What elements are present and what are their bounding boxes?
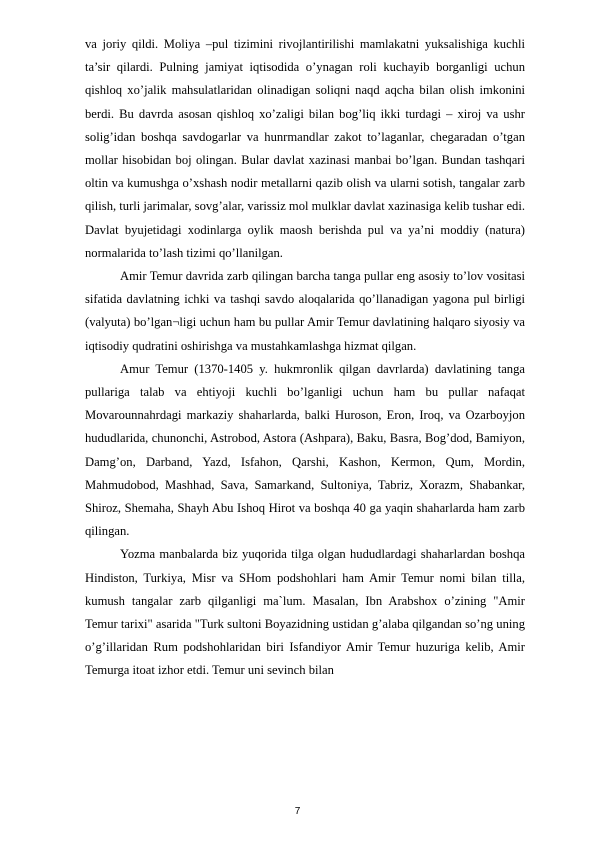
paragraph-1: va joriy qildi. Moliya –pul tizimini rivojlantirilishi mamlakatni yuksalishiga kuchli ta’sir qilardi. Pulning jamiyat iqtisodida o’ynagan roli kuchayib borganligi uchun qishloq xo’jalik mahsulatlaridan olinadigan soliqni naqd aqcha bilan olish imkonini berdi. Bu davrda asosan qishloq xo’zaligi bilan bog’liq ikki turdagi – xiroj va ushr solig’idan boshqa savdogarlar va hunrmandlar zakot to’laganlar, chegaradan o’tgan mollar hisobidan boj olingan. Bular davlat xazinasi manbai bo’lgan. Bundan tashqari oltin va kumushga o’xshash nodir metallarni qazib olish va ularni sotish, tangalar zarb qilish, turli jarimalar, sovg’alar, varissiz mol mulklar davlat xazinasiga kelib tushar edi. Davlat byujetidagi xodinlarga oylik maosh berishda pul va ya’ni moddiy (natura) normalarida to’lash tizimi qo’llanilgan. xyxy=(85,37,525,260)
paragraph-4: Yozma manbalarda biz yuqorida tilga olgan hududlardagi shaharlardan boshqa Hindiston, Turkiya, Misr va SHom podshohlari ham Amir Temur nomi bilan tilla, kumush tangalar zarb qilganligi ma`lum. Masalan, Ibn Arabshox o’zining "Amir Temur tarixi" asarida "Turk sultoni Boyazidning ustidan g’alaba qilgandan so’ng uning o’g’illaridan Rum podshohlaridan biri Isfandiyor Amir Temur huzuriga kelib, Amir Temurga itoat izhor etdi. Temur uni sevinch bilan xyxy=(85,547,525,678)
page-number: 7 xyxy=(294,806,301,817)
paragraph-3: Amur Temur (1370-1405 y. hukmronlik qilgan davrlarda) davlatining tanga pullariga talab va ehtiyoji kuchli bo’lganligi uchun ham bu pullar nafaqat Movarounnahrdagi markaziy shaharlarda, balki Huroson, Eron, Iroq, va Ozarboyjon hududlarida, chunonchi, Astrobod, Astora (Ashpara), Baku, Basra, Bog’dod, Bamiyon, Damg’on, Darband, Yazd, Isfahon, Qarshi, Kashon, Kermon, Qum, Mordin, Mahmudobod, Mashhad, Sava, Samarkand, Sultoniya, Tabriz, Xorazm, Shabankar, Shiroz, Shemaha, Shayh Abu Ishoq Hirot va boshqa 40 ga yaqin shaharlarda ham zarb qilingan. xyxy=(85,361,525,539)
body-text xyxy=(85,33,525,683)
paragraph-2: Amir Temur davrida zarb qilingan barcha tanga pullar eng asosiy to’lov vositasi sifatida davlatning ichki va tashqi savdo aloqalarida qo’llanadigan yagona pul birligi (valyuta) bo’lgan¬ligi uchun ham bu pullar Amir Temur davlatining halqaro siyosiy va iqtisodiy qudratini oshirishga va mustahkamlashga hizmat qilgan. xyxy=(85,269,525,353)
